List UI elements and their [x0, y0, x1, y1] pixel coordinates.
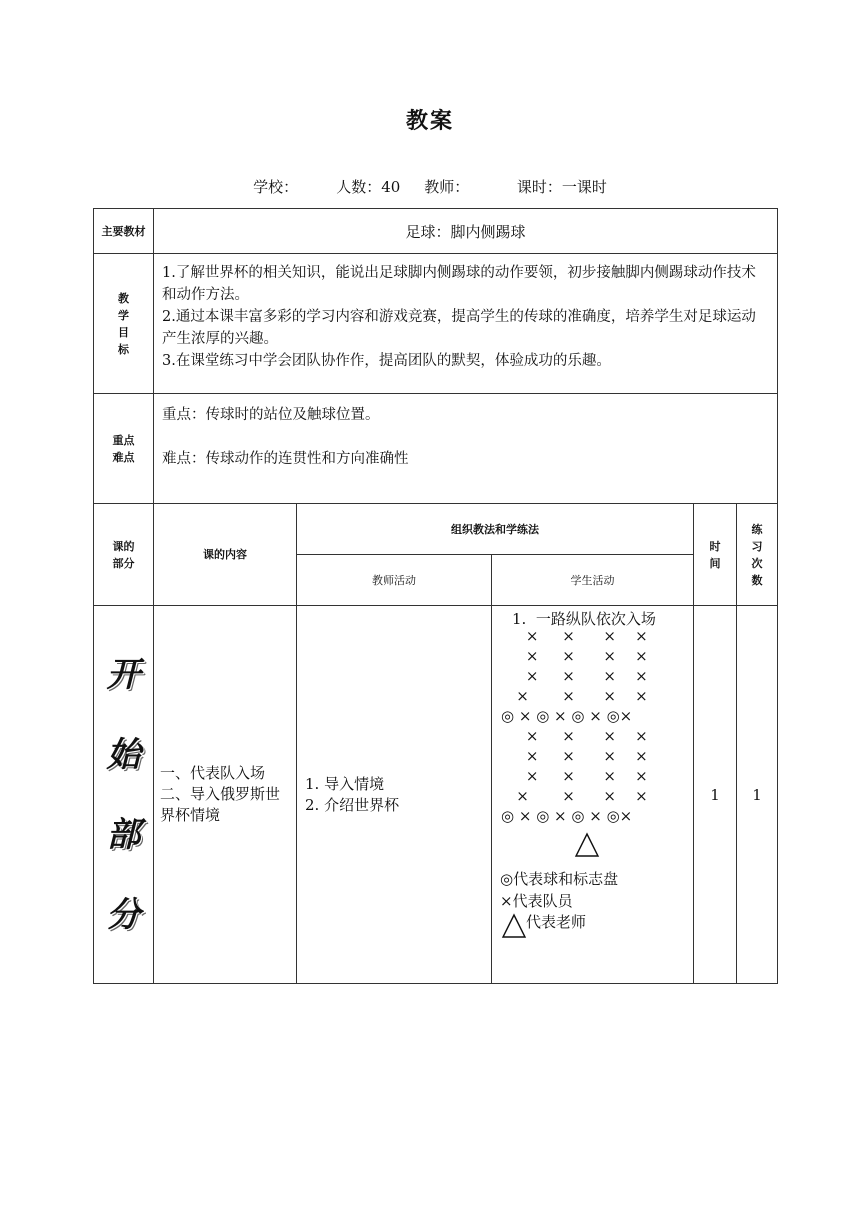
formation-row: × × × ×	[502, 747, 648, 765]
info-teacher: 教师：	[424, 178, 470, 196]
formation-diagram	[492, 606, 692, 982]
info-school: 学校：	[253, 178, 299, 196]
formation-title: 1. 一路纵队依次入场	[512, 610, 656, 628]
opening-row	[94, 606, 778, 984]
header-student-activity: 学生活动	[492, 555, 694, 606]
goal-item: 2.通过本课丰富多彩的学习内容和游戏竞赛，提高学生的传球的准确度，培养学生对足球运动产生浓厚的兴趣。	[162, 309, 756, 347]
subject-row	[94, 209, 778, 254]
formation-row: × × × ×	[502, 787, 648, 805]
header-organization: 组织教法和学练法	[297, 504, 694, 555]
formation-row: ◎ × ◎ × ◎ × ◎×	[501, 707, 633, 725]
header-time: 时 间	[694, 504, 737, 606]
opening-student-activity	[492, 606, 694, 984]
goal-item: 3.在课堂练习中学会团队协作作，提高团队的默契，体验成功的乐趣。	[162, 353, 611, 369]
goals-row	[94, 254, 778, 394]
header-teacher-activity: 教师活动	[297, 555, 492, 606]
legend-triangle-icon	[501, 913, 527, 939]
legend-ball: ◎代表球和标志盘	[500, 870, 619, 888]
lesson-plan-table	[93, 208, 778, 984]
formation-row: × × × ×	[502, 627, 648, 645]
goals-label: 教 学 目 标	[94, 254, 154, 394]
formation-row: ◎ × ◎ × ◎ × ◎×	[501, 807, 633, 825]
difficulty-point: 难点：传球动作的连贯性和方向准确性	[162, 451, 409, 467]
opening-time: 1	[694, 606, 737, 984]
legend-player: ×代表队员	[500, 892, 573, 910]
opening-content: 一、代表队入场 二、导入俄罗斯世界杯情境	[154, 606, 297, 984]
info-count: 人数：40	[336, 178, 401, 196]
goal-item: 1.了解世界杯的相关知识，能说出足球脚内侧踢球的动作要领，初步接触脚内侧踢球动作技术和动作方法。	[162, 265, 756, 303]
formation-row: × × × ×	[502, 667, 648, 685]
page-title: 教案	[405, 109, 454, 134]
legend-teacher: 代表老师	[526, 913, 587, 931]
subject-label: 主要教材	[94, 209, 154, 254]
keypoints-row	[94, 394, 778, 504]
header-reps: 练 习 次 数	[737, 504, 778, 606]
teacher-triangle-icon	[574, 832, 600, 858]
formation-row: × × × ×	[502, 727, 648, 745]
goals-text	[154, 254, 778, 394]
formation-row: × × × ×	[502, 767, 648, 785]
opening-teacher-activity: 1. 导入情境 2. 介绍世界杯	[297, 606, 492, 984]
formation-row: × × × ×	[502, 687, 648, 705]
lesson-header-row	[94, 504, 778, 555]
focus-point: 重点：传球时的站位及触球位置。	[162, 407, 380, 423]
header-content: 课的内容	[154, 504, 297, 606]
keypoints-text	[154, 394, 778, 504]
info-period: 课时：一课时	[516, 178, 607, 196]
subject-value: 足球：脚内侧踢球	[154, 209, 778, 254]
opening-reps: 1	[737, 606, 778, 984]
opening-section-label: 开 始 部 分	[94, 606, 154, 984]
formation-row: × × × ×	[502, 647, 648, 665]
keypoints-label: 重点 难点	[94, 394, 154, 504]
lesson-info	[0, 176, 860, 197]
header-part: 课的 部分	[94, 504, 154, 606]
